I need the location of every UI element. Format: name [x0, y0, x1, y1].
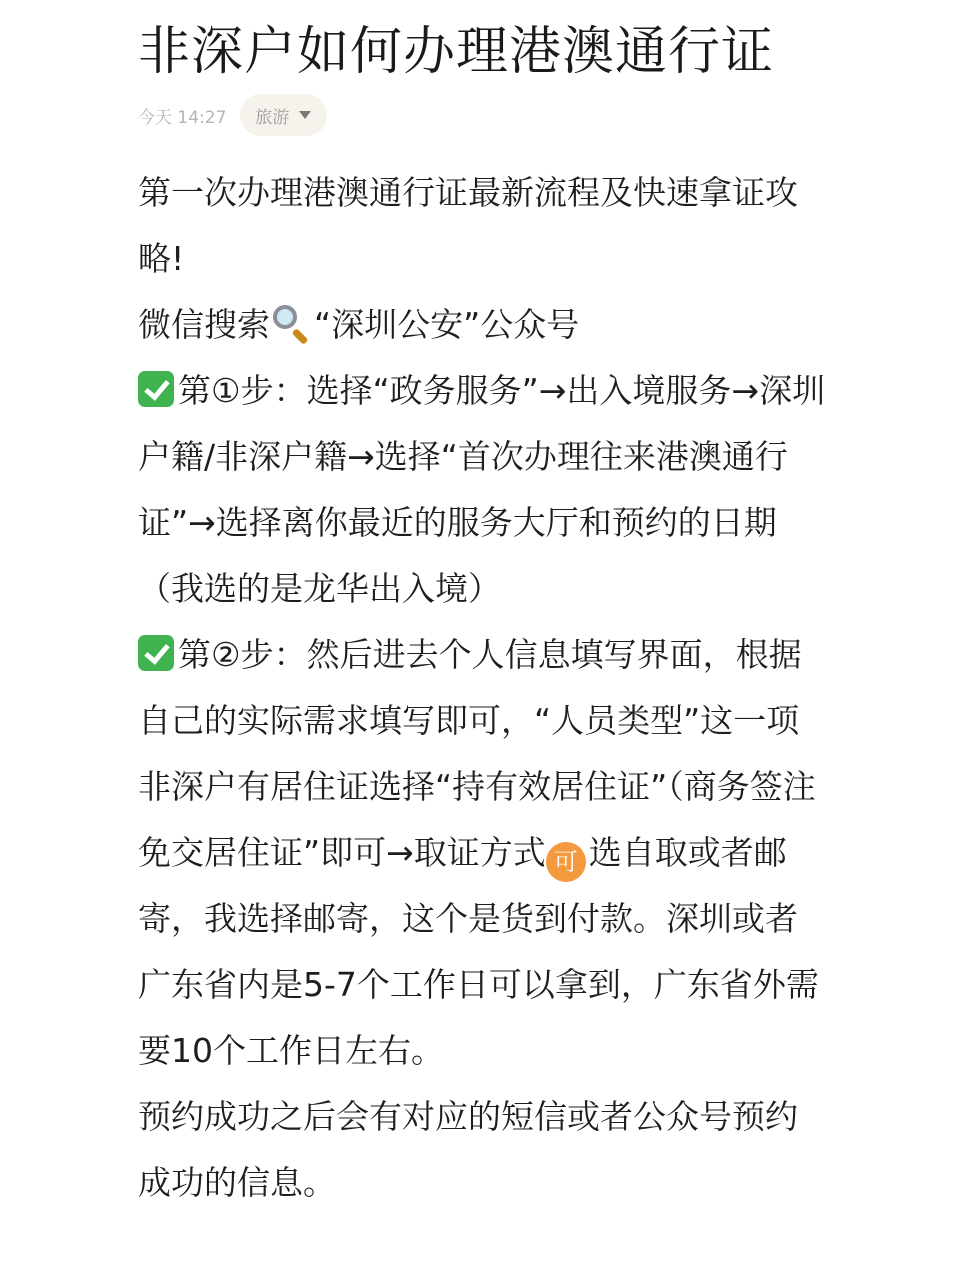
check-mark-button-icon [138, 635, 174, 671]
category-dropdown[interactable] [240, 94, 327, 136]
category-label: 旅游 [255, 107, 290, 128]
step-two-text-b: 选自取或者邮寄，我选择邮寄，这个是货到付款。深圳或者广东省内是5-7个工作日可以拿到，广东省外需要10个工作日左右。 [138, 833, 819, 1070]
caret-down-icon [299, 111, 311, 119]
article-page [138, 0, 828, 1216]
search-instruction-text-b: “深圳公安”公众号 [314, 305, 580, 344]
search-instruction [138, 292, 828, 358]
magnifying-glass-icon [270, 302, 314, 342]
intro-paragraph: 第一次办理港澳通行证最新流程及快速拿证攻略! [138, 173, 798, 278]
closing-paragraph: 预约成功之后会有对应的短信或者公众号预约成功的信息。 [138, 1097, 798, 1202]
article-meta [138, 94, 828, 136]
step-one-text: 第①步：选择“政务服务”→出入境服务→深圳户籍/非深户籍→选择“首次办理往来港澳通行证”→选择离你最近的服务大厅和预约的日期（我选的是龙华出入境） [138, 371, 826, 608]
article-title: 非深户如何办理港澳通行证 [138, 22, 775, 82]
check-mark-button-icon [138, 371, 174, 407]
step-two-text-a: 第②步：然后进去个人信息填写界面，根据自己的实际需求填写即可，“人员类型”这一项非深户有居住证选择“持有效居住证”（商务签注免交居住证”即可→取证方式 [138, 635, 816, 872]
ke-badge-icon: 可 [546, 842, 586, 882]
step-two [138, 622, 828, 1084]
publish-time: 今天 14:27 [138, 107, 227, 128]
step-one [138, 358, 828, 622]
article-body [138, 160, 828, 1216]
search-instruction-text-a: 微信搜索 [138, 305, 270, 344]
